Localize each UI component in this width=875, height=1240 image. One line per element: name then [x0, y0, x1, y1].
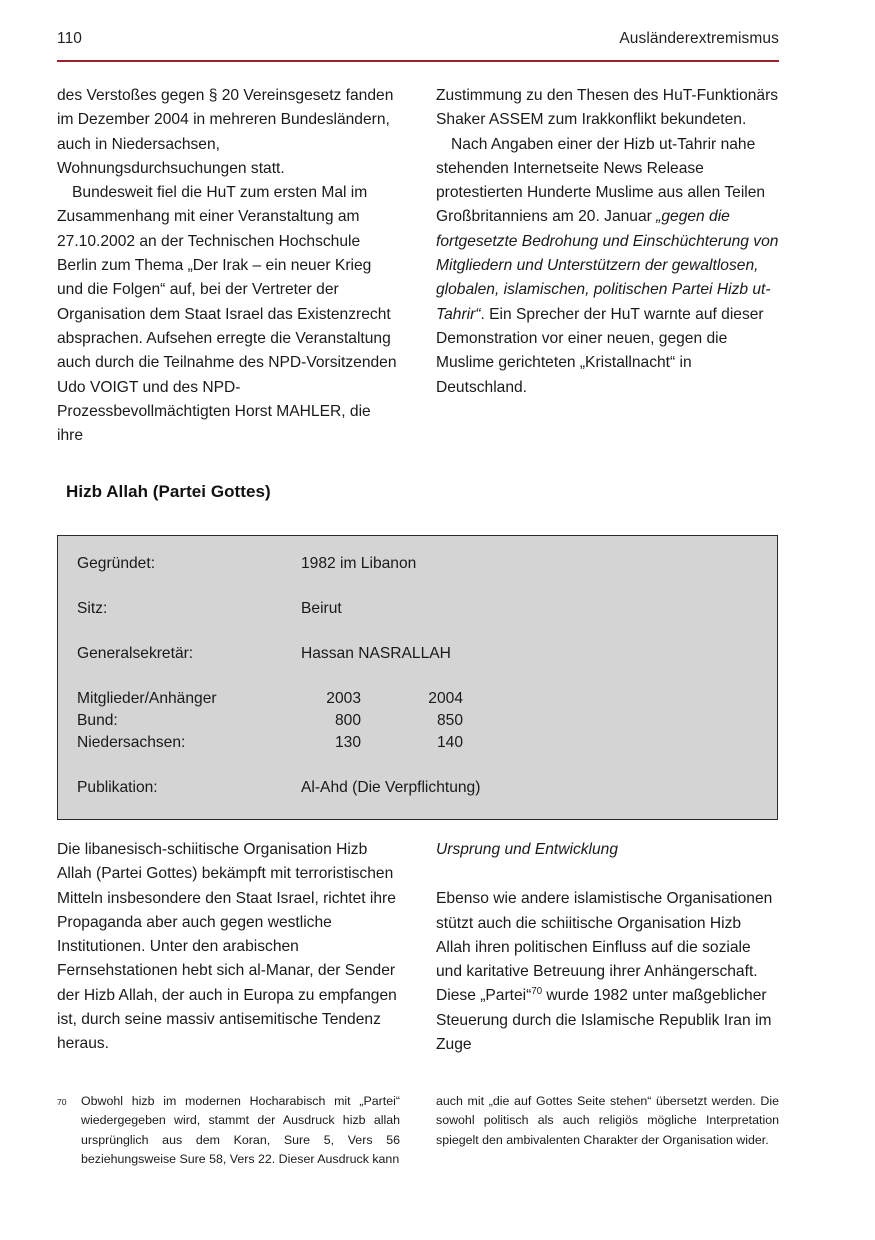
quote-trailer: . Ein Sprecher der HuT warnte auf dieser Demonstration vor einer neuen, gegen die Muslime gerichteten „Kristallnacht“ in Deutschland. [436, 305, 764, 396]
members-row-federal [77, 710, 463, 732]
fact-value: 1982 im Libanon [301, 555, 417, 572]
subsection-heading: Ursprung und Entwicklung [436, 841, 619, 858]
paragraph: Zustimmung zu den Thesen des HuT-Funktionärs Shaker ASSEM zum Irakkonflikt bekundeten. [436, 87, 779, 129]
upper-right-column [436, 84, 779, 448]
year-column-2004: 2004 [428, 690, 463, 707]
footnote-text: auch mit „die auf Gottes Seite stehen“ übersetzt werden. Die sowohl politisch als auch religiös mögliche Interpretation spiegelt den ambivalenten Charakter der Organisation wider. [436, 1094, 779, 1147]
paragraph-text: Ebenso wie andere islamistische Organisationen stützt auch die schiitische Organisation Hizb Allah ihren politischen Einfluss auf die soziale und karitative Betreuung ihrer Anhängerschaft. Diese „Partei“ [436, 890, 773, 1005]
fact-label: Sitz: [77, 600, 108, 617]
year-column-2003: 2003 [326, 690, 361, 707]
members-row-label: Niedersachsen: [77, 734, 186, 751]
paragraph-with-footnote [436, 887, 779, 1057]
footnote-reference-70[interactable]: 70 [531, 986, 543, 998]
lower-columns [57, 838, 779, 1057]
footnote-right-column [436, 1092, 779, 1170]
members-row-label: Mitglieder/Anhänger [77, 690, 217, 707]
footnote-left-column [57, 1092, 400, 1170]
footnote-70-continued [436, 1092, 779, 1150]
section-heading: Hizb Allah (Partei Gottes) [66, 482, 271, 501]
footnote-area [57, 1092, 779, 1170]
fact-value: Al-Ahd (Die Verpflichtung) [301, 779, 481, 796]
footnote-marker: 70 [57, 1097, 67, 1107]
paragraph-text: wurde 1982 unter maßgeblicher Steuerung durch die Islamische Republik Iran im Zuge [436, 987, 772, 1054]
members-table-header [77, 688, 463, 710]
members-row-label: Bund: [77, 712, 118, 729]
italic-quote: „gegen die fortgesetzte Bedrohung und Einschüchterung von Mitgliedern und Unterstützern der gewaltlosen, globalen, islamischen, politischen Partei Hizb ut-Tahrir“ [436, 208, 779, 323]
paragraph: des Verstoßes gegen § 20 Vereinsgesetz fanden im Dezember 2004 in mehreren Bundesländern, auch in Niedersachsen, Wohnungsdurchsuchungen statt. [57, 87, 394, 177]
fact-row-seat [77, 598, 342, 620]
organization-fact-box [57, 535, 778, 820]
fact-row-founded [77, 553, 416, 575]
members-value-2004: 850 [436, 712, 463, 729]
lower-right-column [436, 838, 779, 1057]
fact-label: Generalsekretär: [77, 645, 194, 662]
quote-lead-in: Nach Angaben einer der Hizb ut-Tahrir nahe stehenden Internetseite News Release protestierten Hunderte Muslime aus allen Teilen Großbritanniens am 20. Januar [436, 135, 766, 226]
page-number: 110 [57, 30, 83, 47]
members-value-2003: 800 [334, 712, 361, 729]
fact-row-secretary-general [77, 643, 451, 665]
members-value-2004: 140 [436, 734, 463, 751]
fact-value: Beirut [301, 600, 342, 617]
footnote-text: Obwohl hizb im modernen Hocharabisch mit „Partei“ wiedergegeben wird, stammt der Ausdruck hizb allah ursprünglich aus dem Koran, Sure 5, Vers 56 beziehungsweise Sure 58, Vers 22. Dieser Ausdruck kann [81, 1094, 400, 1167]
fact-value: Hassan NASRALLAH [301, 645, 451, 662]
paragraph: Bundesweit fiel die HuT zum ersten Mal im Zusammenhang mit einer Veranstaltung am 27.10.2002 an der Technischen Hochschule Berlin zum Thema „Der Irak – ein neuer Krieg und die Folgen“ auf, bei der Vertreter der Organisation dem Staat Israel das Existenzrecht absprachen. Aufsehen erregte die Veranstaltung auch durch die Teilnahme des NPD-Vorsitzenden Udo VOIGT und des NPD-Prozessbevollmächtigten Horst MAHLER, die ihre [57, 184, 397, 445]
upper-columns [57, 84, 779, 448]
fact-label: Gegründet: [77, 555, 156, 572]
header-rule [57, 60, 779, 62]
footnote-70 [57, 1092, 400, 1170]
fact-label: Publikation: [77, 779, 158, 796]
upper-left-column [57, 84, 400, 448]
lower-left-column [57, 838, 400, 1057]
paragraph-with-quote [436, 133, 779, 400]
members-row-lower-saxony [77, 732, 463, 754]
members-value-2003: 130 [334, 734, 361, 751]
running-title: Ausländerextremismus [619, 30, 779, 47]
fact-row-publication [77, 777, 480, 799]
page-header [57, 30, 779, 48]
paragraph: Die libanesisch-schiitische Organisation Hizb Allah (Partei Gottes) bekämpft mit terroristischen Mitteln insbesondere den Staat Israel, richtet ihre Propaganda aber auch gegen westliche Institutionen. Unter den arabischen Fernsehstationen hebt sich al-Manar, der Sender der Hizb Allah, der auch in Europa zu empfangen ist, durch seine massiv antisemitische Tendenz heraus. [57, 841, 397, 1053]
